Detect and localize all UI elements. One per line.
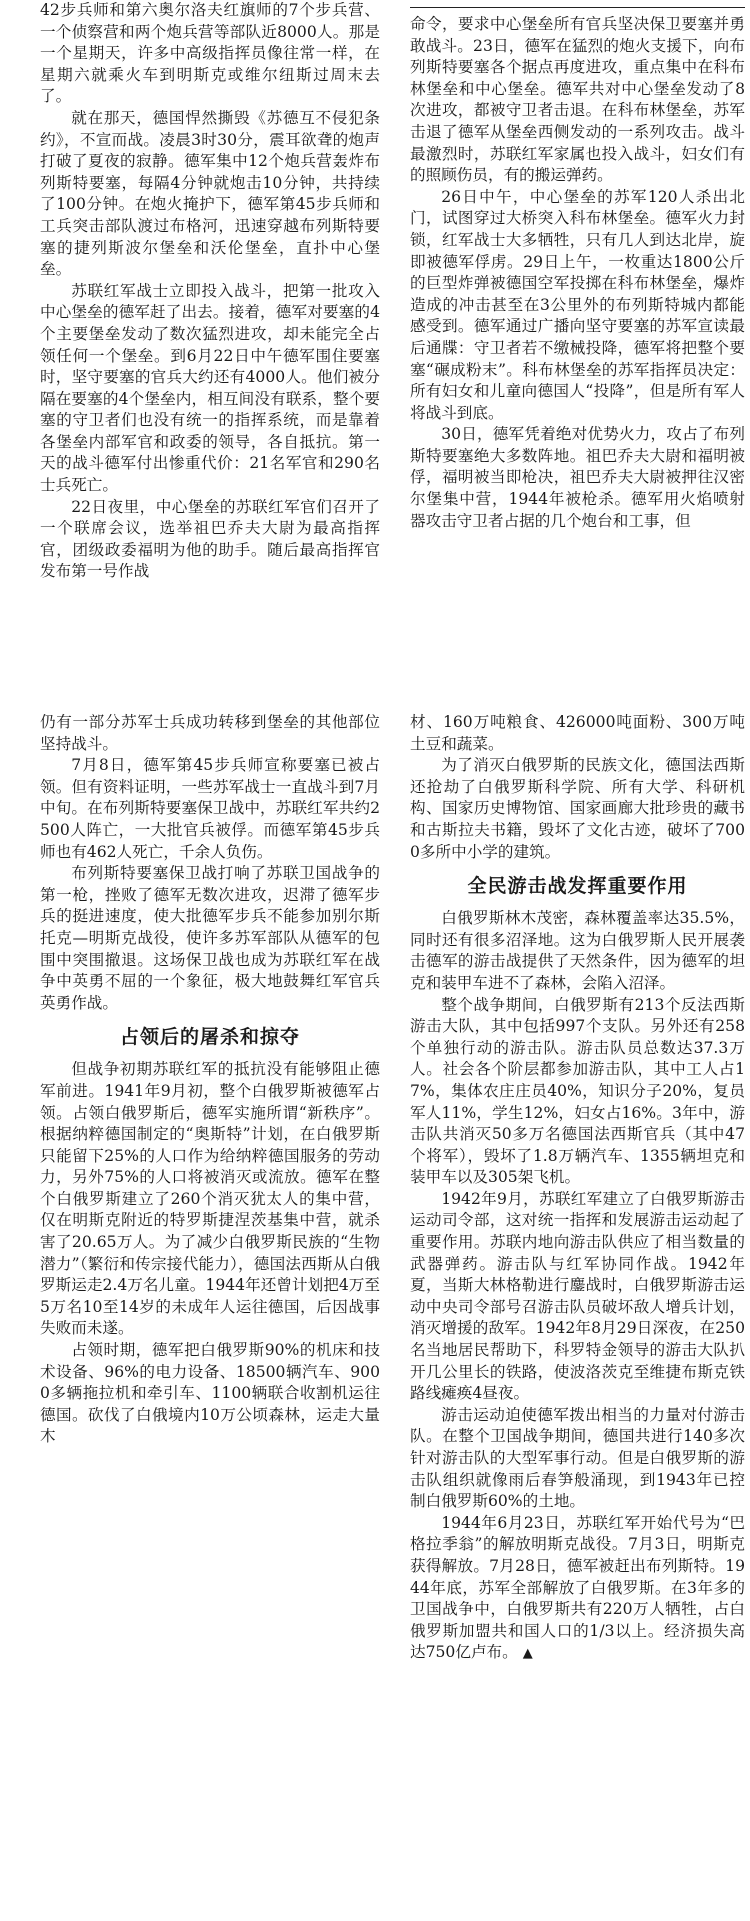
paragraph bbox=[410, 1513, 745, 1665]
paragraph: 苏联红军战士立即投入战斗，把第一批攻入中心堡垒的德军赶了出去。接着，德军对要塞的4个主要堡垒发动了数次猛烈进攻，却未能完全占领任何一个堡垒。到6月22日中午德军围住要塞时，坚守要塞的官兵大约还有4000人。他们被分隔在要塞的4个堡垒内，相互间没有联系，整个要塞的守卫者们也没有统一的指挥系统，而是靠着各堡垒内部军官和政委的领导，各自抵抗。第一天的战斗德军付出惨重代价：21名军官和290名士兵死亡。 bbox=[40, 281, 380, 495]
paragraph: 整个战争期间，白俄罗斯有213个反法西斯游击大队，其中包括997个支队。另外还有258个单独行动的游击队。游击队员总数达37.3万人。社会各个阶层都参加游击队，其中工人占17%，集体农庄庄员40%，知识分子20%，复员军人11%，学生12%，妇女占16%。3年中，游击队共消灭50多万名德国法西斯官兵（其中47个将军），毁坏了1.8万辆汽车、1355辆坦克和装甲车以及305架飞机。 bbox=[410, 995, 745, 1187]
paragraph: 22日夜里，中心堡垒的苏联红军官们召开了一个联席会议，选举祖巴乔夫大尉为最高指挥官，团级政委福明为他的助手。随后最高指挥官发布第一号作战 bbox=[40, 497, 380, 581]
paragraph: 但战争初期苏联红军的抵抗没有能够阻止德军前进。1941年9月初，整个白俄罗斯被德军占领。占领白俄罗斯后，德军实施所谓“新秩序”。根据纳粹德国制定的“奥斯特”计划，在白俄罗斯只能留下25%的人口作为给纳粹德国服务的劳动力，另外75%的人口将被消灭或流放。德军在整个白俄罗斯建立了260个消灭犹太人的集中营，仅在明斯克附近的特罗斯捷涅茨基集中营，就杀害了20.65万人。为了减少白俄罗斯民族的“生物潜力”（繁衍和传宗接代能力），德国法西斯从白俄罗斯运走2.4万名儿童。1944年还曾计划把4万至5万名10至14岁的未成年人运往德国，后因战事失败而未遂。 bbox=[40, 1060, 380, 1338]
column-upper-right bbox=[410, 14, 745, 700]
paragraph: 白俄罗斯林木茂密，森林覆盖率达35.5%，同时还有很多沼泽地。这为白俄罗斯人民开展袭击德军的游击战提供了天然条件，因为德军的坦克和装甲车进不了森林，会陷入沼泽。 bbox=[410, 909, 745, 992]
paragraph: 7月8日，德军第45步兵师宣称要塞已被占领。但有资料证明，一些苏军战士一直战斗到7月中旬。在布列斯特要塞保卫战中，苏联红军共约2500人阵亡，一大批官兵被俘。而德军第45步兵师也有462人死亡，千余人负伤。 bbox=[40, 756, 380, 861]
column-lower-left bbox=[40, 712, 380, 1912]
column-lower-right bbox=[410, 712, 745, 1917]
paragraph: 就在那天，德国悍然撕毁《苏德互不侵犯条约》，不宣而战。凌晨3时30分，震耳欲聋的炮声打破了夏夜的寂静。德军集中12个炮兵营轰炸布列斯特要塞，每隔4分钟就炮击10分钟，共持续了100分钟。在炮火掩护下，德军第45步兵师和工兵突击部队渡过布格河，迅速穿越布列斯特要塞的捷列斯波尔堡垒和沃伦堡垒，直扑中心堡垒。 bbox=[40, 108, 380, 279]
section-heading: 占领后的屠杀和掠夺 bbox=[119, 1026, 300, 1049]
paragraph: 26日中午，中心堡垒的苏军120人杀出北门，试图穿过大桥突入科布林堡垒。德军火力封锁，红军战士大多牺牲，只有几人到达北岸，旋即被德军俘虏。29日上午，一枚重达1800公斤的巨型炸弹被德国空军投掷在科布林堡垒，爆炸造成的冲击甚至在3公里外的布列斯特城内都能感受到。德军通过广播向坚守要塞的苏军宣读最后通牒：守卫者若不缴械投降，德军将把整个要塞“碾成粉末”。科布林堡垒的苏军指挥员决定：所有妇女和儿童向德国人“投降”，但是所有军人将战斗到底。 bbox=[410, 187, 745, 422]
paragraph: 42步兵师和第六奥尔洛夫红旗师的7个步兵营、一个侦察营和两个炮兵营等部队近8000人。那是一个星期天，许多中高级指挥员像往常一样，在星期六就乘火车到明斯克或维尔纽斯过周末去了。 bbox=[40, 1, 380, 106]
paragraph: 1942年9月，苏联红军建立了白俄罗斯游击运动司令部，这对统一指挥和发展游击运动起了重要作用。苏联内地向游击队供应了相当数量的武器弹药。游击队与红军协同作战。1942年夏，当斯大林格勒进行鏖战时，白俄罗斯游击运动中央司令部号召游击队员破坏敌人增兵计划，消灭增援的敌军。1942年8月29日深夜，在250名当地居民帮助下，科罗特金领导的游击大队扒开几公里长的铁路，使波洛茨克至维捷布斯克铁路线瘫痪4昼夜。 bbox=[410, 1189, 745, 1403]
section-heading: 全民游击战发挥重要作用 bbox=[467, 875, 688, 898]
paragraph: 30日，德军凭着绝对优势火力，攻占了布列斯特要塞绝大多数阵地。祖巴乔夫大尉和福明被俘，福明被当即枪决，祖巴乔夫大尉被押往汉密尔堡集中营，1944年被枪杀。德军用火焰喷射器攻击守卫者占据的几个炮台和工事，但 bbox=[410, 425, 745, 530]
paragraph-text: 1944年6月23日，苏联红军开始代号为“巴格拉季翁”的解放明斯克战役。7月3日，明斯克获得解放。7月28日，德军被赶出布列斯特。1944年底，苏军全部解放了白俄罗斯。在3年多的卫国战争中，白俄罗斯共有220万人牺牲，占白俄罗斯加盟共和国人口的1/3以上。经济损失高达750亿卢布。 bbox=[410, 1513, 745, 1662]
paragraph: 游击运动迫使德军拨出相当的力量对付游击队。在整个卫国战争期间，德国共进行140多次针对游击队的大型军事行动。但是白俄罗斯的游击队组织就像雨后春笋般涌现，到1943年已控制白俄罗斯60%的土地。 bbox=[410, 1405, 745, 1511]
top-rule bbox=[410, 7, 745, 8]
paragraph: 布列斯特要塞保卫战打响了苏联卫国战争的第一枪，挫败了德军无数次进攻，迟滞了德军步兵的挺进速度，使大批德军步兵不能参加别尔斯托克—明斯克战役，使许多苏军部队从德军的包围中突围撤退。这场保卫战也成为苏联红军在战争中英勇不屈的一个象征，极大地鼓舞红军官兵英勇作战。 bbox=[40, 864, 380, 1012]
end-mark-icon: ▲ bbox=[522, 1646, 533, 1662]
paragraph: 占领时期，德军把白俄罗斯90%的机床和技术设备、96%的电力设备、18500辆汽车、9000多辆拖拉机和牵引车、1100辆联合收割机运往德国。砍伐了白俄境内10万公顷森林，运走大量木 bbox=[40, 1341, 380, 1446]
column-upper-left bbox=[40, 0, 380, 700]
paragraph: 材、160万吨粮食、426000吨面粉、300万吨土豆和蔬菜。 bbox=[410, 713, 745, 753]
paragraph: 命令，要求中心堡垒所有官兵坚决保卫要塞并勇敢战斗。23日，德军在猛烈的炮火支援下，向布列斯特要塞各个据点再度进攻，重点集中在科布林堡垒和中心堡垒。德军共对中心堡垒发动了8次进攻，都被守卫者击退。在科布林堡垒，苏军击退了德军从堡垒西侧发动的一系列攻击。战斗最激烈时，苏联红军家属也投入战斗，妇女们有的照顾伤员，有的搬运弹药。 bbox=[410, 15, 745, 185]
paragraph: 为了消灭白俄罗斯的民族文化，德国法西斯还抢劫了白俄罗斯科学院、所有大学、科研机构、国家历史博物馆、国家画廊大批珍贵的藏书和古斯拉夫书籍，毁坏了文化古迹，破坏了7000多所中小学的建筑。 bbox=[410, 756, 745, 861]
paragraph: 仍有一部分苏军士兵成功转移到堡垒的其他部位坚持战斗。 bbox=[40, 713, 380, 753]
